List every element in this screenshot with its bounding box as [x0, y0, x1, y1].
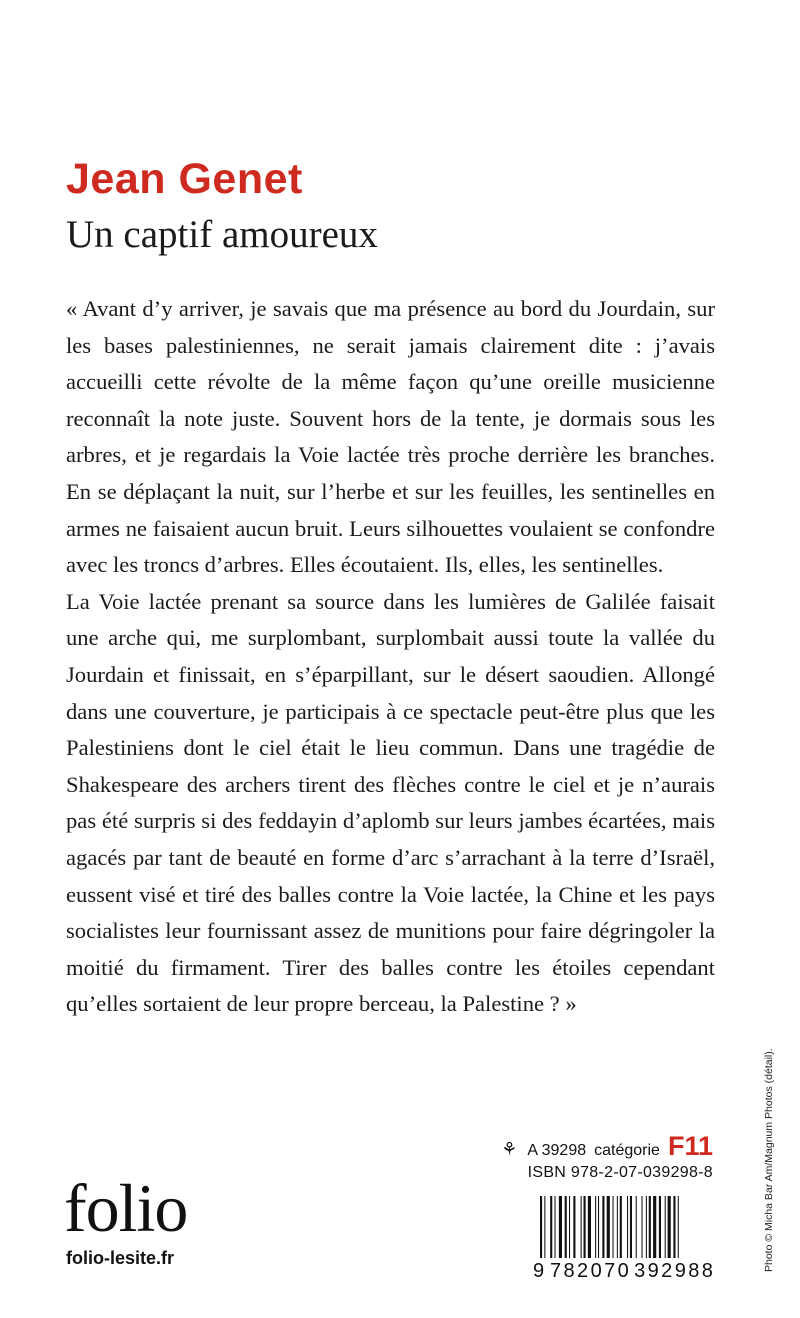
category-code: F11 — [667, 1131, 713, 1161]
barcode-bar — [595, 1196, 596, 1258]
publisher-website: folio-lesite.fr — [66, 1248, 175, 1268]
barcode-bar — [581, 1196, 582, 1258]
barcode-digit-first: 9 — [533, 1259, 545, 1282]
barcode-bar — [573, 1196, 575, 1258]
barcode-bar — [555, 1196, 556, 1258]
photo-credit: Photo © Micha Bar Am/Magnum Photos (détail). — [763, 1048, 775, 1272]
barcode-digits — [533, 1260, 723, 1282]
barcode-bar — [598, 1196, 599, 1258]
barcode-bar — [569, 1196, 570, 1258]
barcode-digits-left: 782070 — [550, 1259, 632, 1282]
barcode-bar — [678, 1196, 679, 1258]
blurb-paragraph-1: « Avant d’y arriver, je savais que ma présence au bord du Jourdain, sur les bases palestiniennes, ne serait jamais clairement dite : j’avais accueilli cette révolte de la même façon qu’une oreille musicienne reconnaît la note juste. Souvent hors de la tente, je dormais sous les arbres, et je regardais la Voie lactée très proche derrière les branches. En se déplaçant la nuit, sur l’herbe et sur les feuilles, les sentinelles en armes ne faisaient aucun bruit. Leurs silhouettes voulaient se confondre avec les troncs d’arbres. Elles écoutaient. Ils, elles, les sentinelles. — [66, 296, 715, 578]
barcode-bar — [646, 1196, 647, 1258]
barcode-bar — [602, 1196, 604, 1258]
barcode-bar — [565, 1196, 567, 1258]
barcode-bar — [636, 1196, 637, 1258]
barcode-bar — [550, 1196, 552, 1258]
back-cover-blurb — [66, 291, 715, 1023]
category-label: catégorie — [594, 1142, 660, 1159]
barcode-bar — [540, 1196, 542, 1258]
barcode-bar — [630, 1196, 632, 1258]
barcode-bar — [653, 1196, 656, 1258]
fleuron-icon: ⚘ — [501, 1139, 518, 1159]
barcode-bar — [620, 1196, 622, 1258]
barcode-bar — [607, 1196, 610, 1258]
barcode-digits-right: 392988 — [634, 1259, 716, 1282]
barcode-bar — [613, 1196, 614, 1258]
blurb-paragraph-2: La Voie lactée prenant sa source dans les lumières de Galilée faisait une arche qui, me surplombant, surplombait aussi toute la vallée du Jourdain et finissait, en s’éparpillant, sur le désert saoudien. Allongé dans une couverture, je participais à ce spectacle peut-être plus que les Palestiniens dont le ciel était le lieu commun. Dans une tragédie de Shakespeare des archers tirent des flèches contre le ciel et je n’aurais pas été surpris si des feddayin d’aplomb sur leurs jambes écartées, mais agacés par tant de beauté en forme d’arc s’arrachant à la terre d’Israël, eussent visé et tiré des balles contre la Voie lactée, la Chine et les pays socialistes leur fournissant assez de munitions pour faire dégringoler la moitié du firmament. Tirer des balles contre les étoiles cependant qu’elles sortaient de leur propre berceau, la Palestine ? » — [66, 588, 715, 1017]
author-name: Jean Genet — [66, 155, 303, 203]
barcode-bar — [673, 1196, 675, 1258]
barcode-bar — [544, 1196, 545, 1258]
barcode-bar — [668, 1196, 671, 1258]
barcode-bar — [649, 1196, 651, 1258]
book-title: Un captif amoureux — [66, 213, 378, 256]
barcode — [540, 1196, 718, 1258]
barcode-bar — [627, 1196, 628, 1258]
barcode-bar — [659, 1196, 661, 1258]
catalog-info — [501, 1133, 713, 1182]
barcode-bar — [665, 1196, 666, 1258]
catalog-code: A 39298 — [527, 1142, 587, 1159]
barcode-bar — [584, 1196, 586, 1258]
barcode-bar — [588, 1196, 591, 1258]
barcode-bar — [559, 1196, 562, 1258]
barcode-bar — [617, 1196, 618, 1258]
folio-logo: folio — [64, 1170, 188, 1246]
isbn: ISBN 978-2-07-039298-8 — [527, 1164, 713, 1181]
barcode-bar — [642, 1196, 643, 1258]
